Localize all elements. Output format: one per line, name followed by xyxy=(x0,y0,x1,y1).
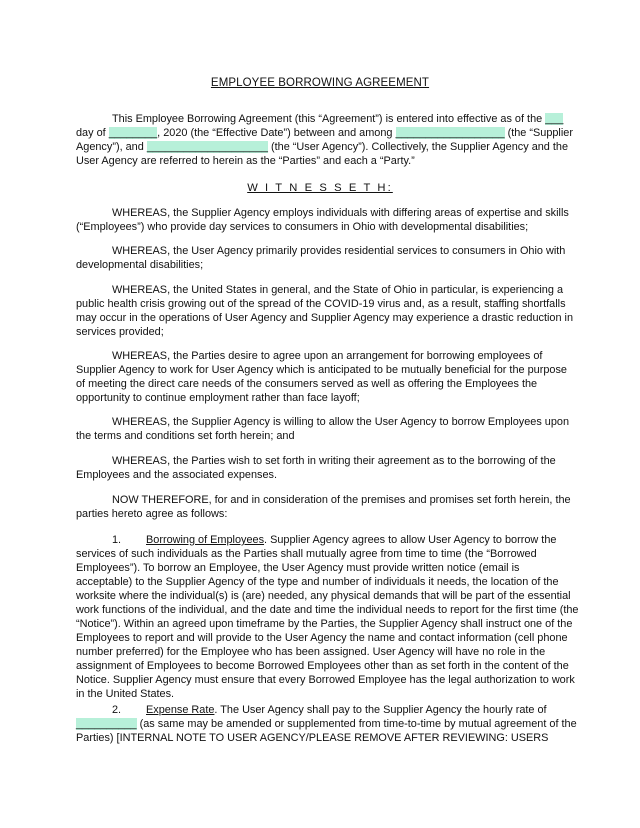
text-line: services of such individuals as the Parties shall mutually agree from time to time (the “Borrowed xyxy=(76,548,537,560)
section-heading: Expense Rate xyxy=(146,704,215,716)
document-title: EMPLOYEE BORROWING AGREEMENT xyxy=(210,77,430,89)
supplier-blank-field[interactable]: __________________ xyxy=(395,127,505,139)
text-line: worksite where the individual(s) is (are) needed, any physical demands that will be part of the essential xyxy=(76,590,571,602)
text-line: . The User Agency shall pay to the Supplier Agency the hourly rate of xyxy=(214,704,547,716)
text-line: Employees”). To borrow an Employee, the User Agency must provide written notice (email is xyxy=(76,562,520,574)
whereas-paragraph-1 xyxy=(76,206,569,234)
section-2-line-2 xyxy=(76,717,577,731)
witnesseth-heading: W I T N E S S E T H: xyxy=(247,182,393,194)
text-line: “Notice”). Within an agreed upon timeframe by the Parties, the Supplier Agency shall instruct one of the xyxy=(76,618,573,630)
text-line: (as same may be amended or supplemented from time-to-time by mutual agreement of the xyxy=(136,718,577,730)
text-line: acceptable) to the Supplier Agency of the type and number of individuals it needs, the location of the xyxy=(76,576,559,588)
whereas-paragraph-4 xyxy=(76,349,567,405)
intro-line-2 xyxy=(76,126,573,140)
now-therefore-paragraph xyxy=(76,493,571,521)
whereas-paragraph-3 xyxy=(76,283,574,339)
text-line: assignment of Employees to become Borrowed Employees other than as set forth in the content of the xyxy=(76,660,569,672)
text-line: Notice. Supplier Agency must ensure that every Borrowed Employee has the legal authorization to work xyxy=(76,674,575,686)
text-line: WHEREAS, the United States in general, and the State of Ohio in particular, is experiencing a xyxy=(112,284,563,296)
text-line: WHEREAS, the User Agency primarily provides residential services to consumers in Ohio with xyxy=(112,245,566,257)
text-line: number preferred) for the Employee who has been assigned. User Agency will have no role in the xyxy=(76,646,546,658)
text-line: developmental disabilities; xyxy=(76,259,204,271)
text-line: services provided; xyxy=(76,326,164,338)
text-line: opportunity to continue employment rather than face layoff; xyxy=(76,392,360,404)
section-2-line-1 xyxy=(76,703,564,717)
intro-text: Agency”), and xyxy=(76,141,144,153)
section-number: 1. xyxy=(112,534,122,546)
text-line: . Supplier Agency agrees to allow User Agency to borrow the xyxy=(264,534,557,546)
rate-blank-field[interactable]: __________ xyxy=(76,718,137,730)
section-number: 2. xyxy=(112,704,122,716)
intro-line-3 xyxy=(76,140,569,154)
text-line: Supplier Agency to work for User Agency which is anticipated to be mutually beneficial for the purpose xyxy=(76,364,567,376)
text-line: parties hereto agree as follows: xyxy=(76,508,228,520)
intro-paragraph xyxy=(76,112,573,168)
text-line: the terms and conditions set forth herein; and xyxy=(76,430,295,442)
text-line: WHEREAS, the Parties desire to agree upon an arrangement for borrowing employees of xyxy=(112,350,543,362)
section-1-paragraph xyxy=(76,533,579,701)
text-line: of meeting the direct care needs of the consumers served as well as offering the Employees the xyxy=(76,378,538,390)
day-blank-field[interactable]: ___ xyxy=(545,113,564,125)
section-heading: Borrowing of Employees xyxy=(146,534,265,546)
text-line: Employees to report and will provide to the User Agency the name and contact information (cell phone xyxy=(76,632,568,644)
text-line: WHEREAS, the Supplier Agency is willing to allow the User Agency to borrow Employees upon xyxy=(112,416,570,428)
intro-text: (the “User Agency”). Collectively, the Supplier Agency and the xyxy=(271,141,569,153)
whereas-paragraph-6 xyxy=(76,454,564,482)
intro-text: day of xyxy=(76,127,106,139)
text-line: work functions of the individual, and the date and time the individual needs to report for the first time (the xyxy=(76,604,579,616)
intro-line-1 xyxy=(76,112,564,126)
text-line: WHEREAS, the Parties wish to set forth in writing their agreement as to the borrowing of the xyxy=(112,455,556,467)
intro-text: (the “Supplier xyxy=(507,127,573,139)
whereas-paragraph-2 xyxy=(76,244,564,272)
text-line: may occur in the operations of User Agency and Supplier Agency may experience a drastic reduction in xyxy=(76,312,574,324)
text-line: Employees and the associated expenses. xyxy=(76,469,277,481)
text-line: NOW THEREFORE, for and in consideration of the premises and promises set forth herein, the xyxy=(112,494,571,506)
month-blank-field[interactable]: ________ xyxy=(108,127,158,139)
intro-text: This Employee Borrowing Agreement (this “Agreement”) is entered into effective as of the xyxy=(112,113,543,125)
user-agency-blank-field[interactable]: ____________________ xyxy=(146,141,268,153)
text-line: public health crisis growing out of the spread of the COVID-19 virus and, as a result, staffing shortfalls xyxy=(76,298,566,310)
whereas-paragraph-5 xyxy=(76,415,570,443)
text-line: Parties) [INTERNAL NOTE TO USER AGENCY/PLEASE REMOVE AFTER REVIEWING: USERS xyxy=(76,732,549,744)
intro-text: , 2020 (the “Effective Date”) between and among xyxy=(157,127,393,139)
section-2-paragraph xyxy=(76,703,577,745)
text-line: in the United States. xyxy=(76,688,175,700)
text-line: (“Employees”) who provide day services to consumers in Ohio with developmental disabilities; xyxy=(76,221,529,233)
text-line: WHEREAS, the Supplier Agency employs individuals with differing areas of expertise and skills xyxy=(112,207,569,219)
intro-line-4: User Agency are referred to herein as the “Parties” and each a “Party.” xyxy=(76,155,415,167)
section-1-line-1 xyxy=(76,533,564,547)
